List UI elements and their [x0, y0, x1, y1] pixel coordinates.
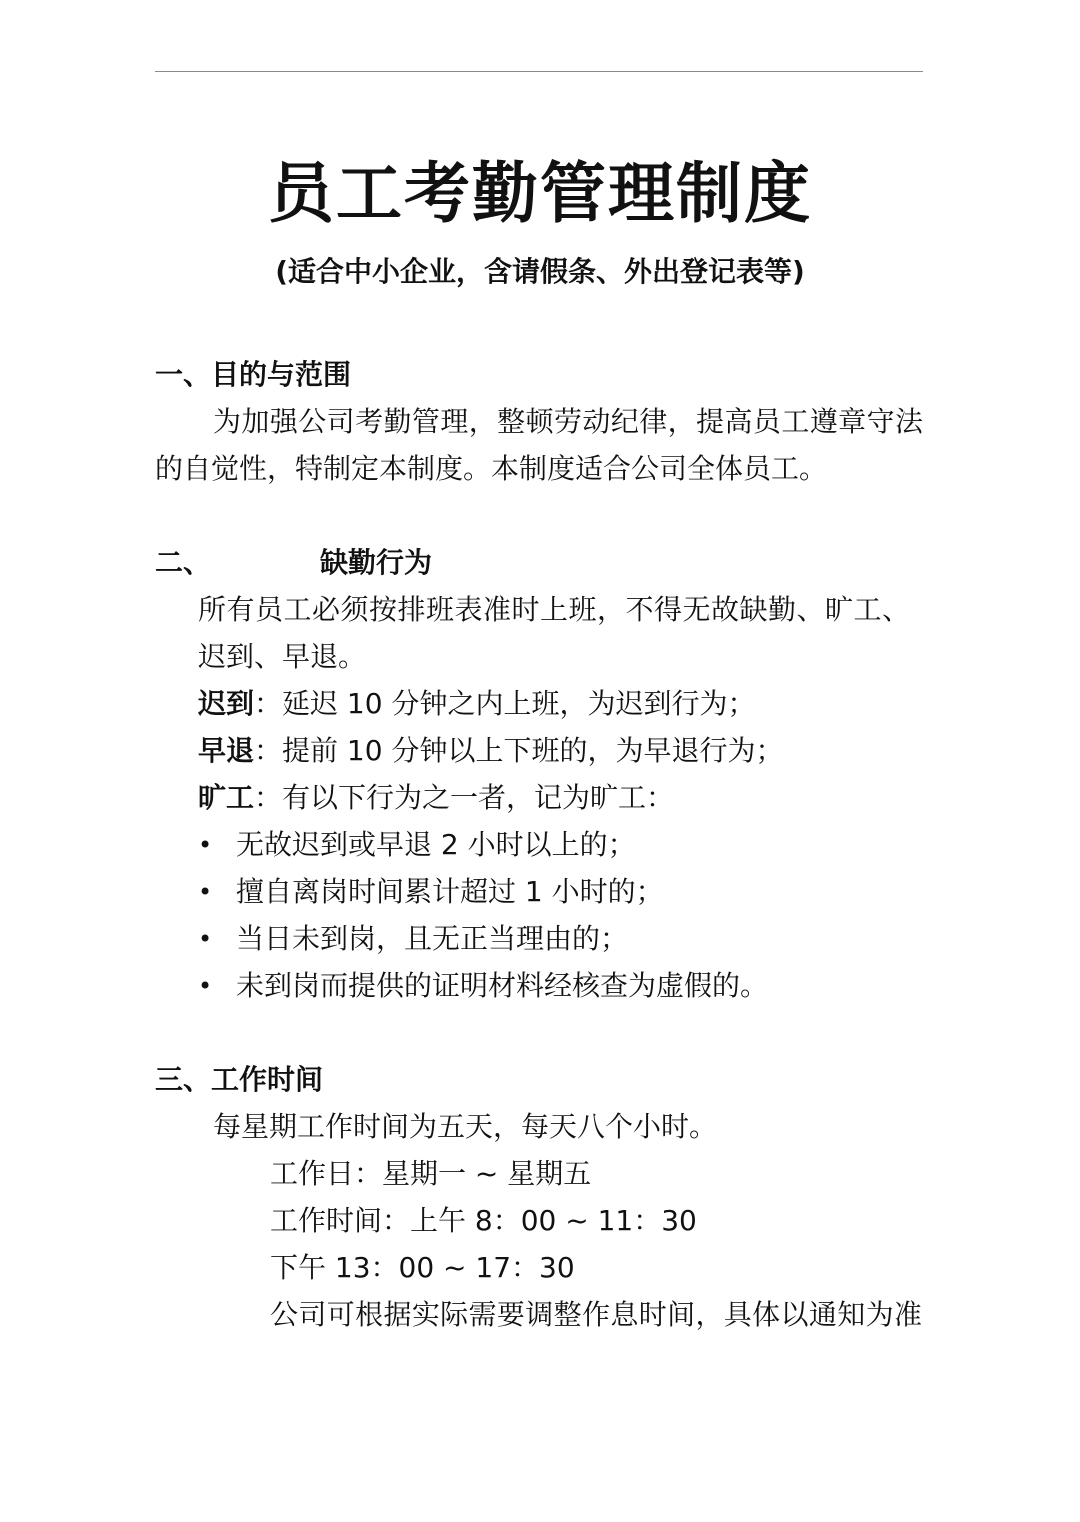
section-2-paragraph-line-1: 所有员工必须按排班表准时上班，不得无故缺勤、旷工、 — [198, 593, 910, 626]
absenteeism-item-3: 当日未到岗，且无正当理由的； — [236, 922, 629, 955]
bullet-icon: • — [198, 925, 213, 953]
section-2-heading: 缺勤行为 — [320, 546, 433, 579]
absenteeism-item-1: 无故迟到或早退 2 小时以上的； — [236, 828, 636, 861]
absenteeism-definition — [198, 778, 674, 818]
section-2-number: 二、 — [155, 546, 212, 579]
document-title: 员工考勤管理制度 — [268, 155, 812, 232]
early-leave-text: ：提前 10 分钟以上下班的，为早退行为； — [254, 734, 784, 767]
bullet-icon: • — [198, 831, 213, 859]
section-3-paragraph: 每星期工作时间为五天，每天八个小时。 — [213, 1110, 718, 1143]
absenteeism-item-4: 未到岗而提供的证明材料经核查为虚假的。 — [236, 969, 769, 1002]
late-label: 迟到 — [198, 687, 255, 720]
schedule-note: 公司可根据实际需要调整作息时间，具体以通知为准 — [270, 1298, 922, 1331]
late-text: ：延迟 10 分钟之内上班，为迟到行为； — [254, 687, 756, 720]
section-1-heading: 一、目的与范围 — [155, 358, 352, 391]
section-2-paragraph-line-2: 迟到、早退。 — [198, 640, 367, 673]
morning-hours-line: 工作时间：上午 8：00 ~ 11：30 — [270, 1204, 697, 1237]
section-1-paragraph-line-2: 的自觉性，特制定本制度。本制度适合公司全体员工。 — [155, 452, 828, 485]
afternoon-hours-line: 下午 13：00 ~ 17：30 — [270, 1251, 575, 1284]
bullet-icon: • — [198, 972, 213, 1000]
early-leave-definition — [198, 731, 783, 771]
late-definition — [198, 684, 755, 724]
bullet-icon: • — [198, 878, 213, 906]
early-leave-label: 早退 — [198, 734, 255, 767]
section-3-heading: 三、工作时间 — [155, 1063, 324, 1096]
absenteeism-item-2: 擅自离岗时间累计超过 1 小时的； — [236, 875, 664, 908]
absenteeism-text: ：有以下行为之一者，记为旷工： — [254, 781, 675, 814]
header-rule — [155, 71, 923, 72]
document-subtitle: (适合中小企业，含请假条、外出登记表等) — [275, 255, 805, 288]
workday-line: 工作日：星期一 ~ 星期五 — [270, 1157, 592, 1190]
absenteeism-label: 旷工 — [198, 781, 255, 814]
section-1-paragraph-line-1: 为加强公司考勤管理，整顿劳动纪律，提高员工遵章守法 — [213, 405, 923, 438]
